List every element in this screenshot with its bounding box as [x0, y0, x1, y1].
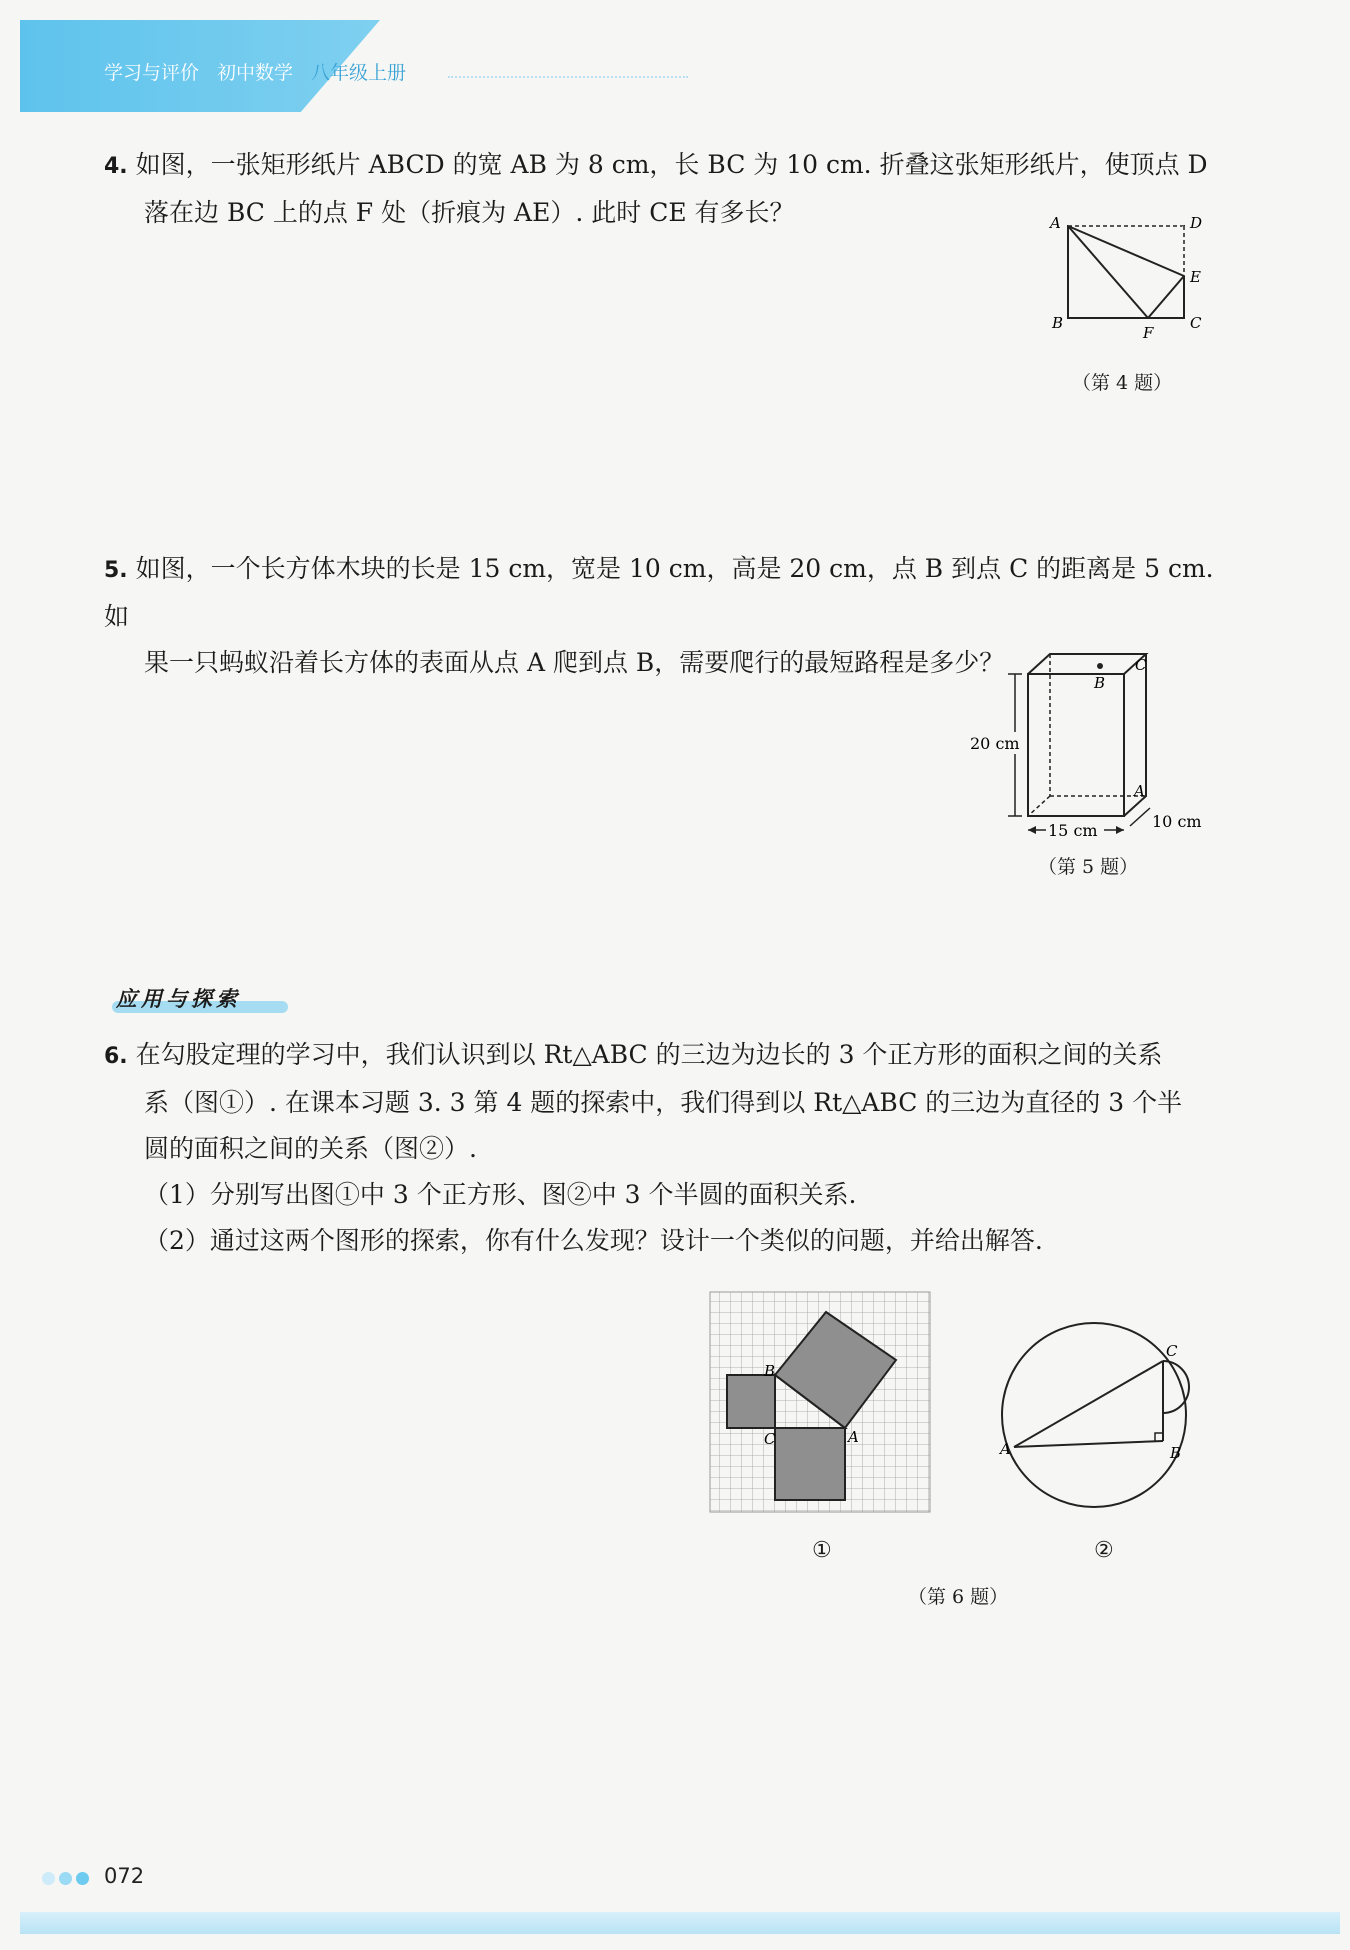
- figure-q6-semicircles: [998, 1310, 1228, 1520]
- point-B: [1097, 663, 1103, 669]
- length-arrow-left: [1028, 826, 1036, 834]
- header-dotted-line: [448, 76, 688, 78]
- square-on-CA: [775, 1428, 845, 1500]
- question-text-line: 在勾股定理的学习中，我们认识到以 Rt△ABC 的三边为边长的 3 个正方形的面积之间的关系: [135, 1040, 1163, 1069]
- question-part-2: （2）通过这两个图形的探索，你有什么发现？设计一个类似的问题，并给出解答.: [144, 1226, 1043, 1255]
- figure-q4-rectangle-fold: [1040, 210, 1220, 350]
- section-heading: [108, 983, 288, 1013]
- question-number: 5.: [104, 558, 128, 583]
- header-series: 学习与评价: [104, 62, 200, 84]
- question-text-line: 如图，一张矩形纸片 ABCD 的宽 AB 为 8 cm，长 BC 为 10 cm. 折叠这张矩形纸片，使顶点 D: [135, 150, 1208, 179]
- question-text-line: 如图，一个长方体木块的长是 15 cm，宽是 10 cm，高是 20 cm，点 B 到点 C 的距离是 5 cm. 如: [104, 554, 1214, 631]
- header-title: [104, 58, 424, 85]
- footer-band: [20, 1912, 1340, 1934]
- label-A: A: [1134, 782, 1145, 800]
- segment-FE: [1148, 276, 1184, 318]
- header-grade: 八年级上册: [311, 62, 407, 84]
- question-text-line: 果一只蚂蚁沿着长方体的表面从点 A 爬到点 B，需要爬行的最短路程是多少？: [144, 648, 1005, 677]
- hypotenuse-AC: [1014, 1361, 1163, 1447]
- label-C: C: [1135, 656, 1147, 674]
- caption-q4: （第 4 题）: [1072, 372, 1173, 394]
- label-B: B: [764, 1362, 776, 1380]
- label-D: D: [1190, 214, 1203, 232]
- label-B: B: [1170, 1444, 1182, 1462]
- crease-AE: [1068, 226, 1184, 276]
- label-A: A: [1050, 214, 1061, 232]
- label-A: A: [848, 1428, 859, 1446]
- question-6: [104, 1032, 1234, 1264]
- label-F: F: [1143, 324, 1154, 342]
- circle-on-AC: [1002, 1323, 1186, 1507]
- page-number: 072: [104, 1864, 145, 1888]
- question-text-line: 系（图①）. 在课本习题 3. 3 第 4 题的探索中，我们得到以 Rt△ABC 的三边为直径的 3 个半: [144, 1088, 1183, 1117]
- figure-2-label: ②: [1094, 1538, 1114, 1563]
- label-B: B: [1094, 674, 1106, 692]
- segment-AF: [1068, 226, 1148, 318]
- figure-q6-grid-squares: [708, 1290, 938, 1520]
- label-C: C: [1190, 314, 1202, 332]
- question-number: 4.: [104, 154, 128, 179]
- figure-1-label: ①: [812, 1538, 832, 1563]
- side-AB: [1014, 1441, 1163, 1447]
- label-A: A: [1000, 1440, 1011, 1458]
- square-on-BC: [727, 1375, 775, 1428]
- cuboid-top-face: [1028, 654, 1146, 674]
- caption-q5: （第 5 题）: [1038, 856, 1139, 878]
- label-C: C: [764, 1430, 776, 1448]
- question-text-line: 落在边 BC 上的点 F 处（折痕为 AE）. 此时 CE 有多长？: [144, 198, 795, 227]
- label-width: 10 cm: [1152, 812, 1202, 831]
- width-dimension-line: [1130, 808, 1150, 826]
- label-B: B: [1052, 314, 1064, 332]
- hidden-edge-depth: [1028, 796, 1050, 816]
- right-angle-mark: [1155, 1433, 1163, 1441]
- rect-left-bottom: [1068, 226, 1184, 318]
- question-text-line: 圆的面积之间的关系（图②）.: [144, 1134, 477, 1163]
- question-number: 6.: [104, 1044, 128, 1069]
- section-heading-text: 应用与探索: [116, 987, 241, 1011]
- cuboid-front-face: [1028, 674, 1124, 816]
- label-height: 20 cm: [970, 734, 1020, 753]
- label-E: E: [1190, 268, 1201, 286]
- caption-q6: （第 6 题）: [908, 1586, 1009, 1608]
- label-C: C: [1166, 1342, 1178, 1360]
- question-part-1: （1）分别写出图①中 3 个正方形、图②中 3 个半圆的面积关系.: [144, 1180, 857, 1209]
- label-length: 15 cm: [1048, 821, 1098, 840]
- length-arrow-right: [1116, 826, 1124, 834]
- header-subject: 初中数学: [217, 62, 294, 84]
- figure-q5-cuboid: [960, 640, 1220, 850]
- footer-dots: [42, 1870, 93, 1889]
